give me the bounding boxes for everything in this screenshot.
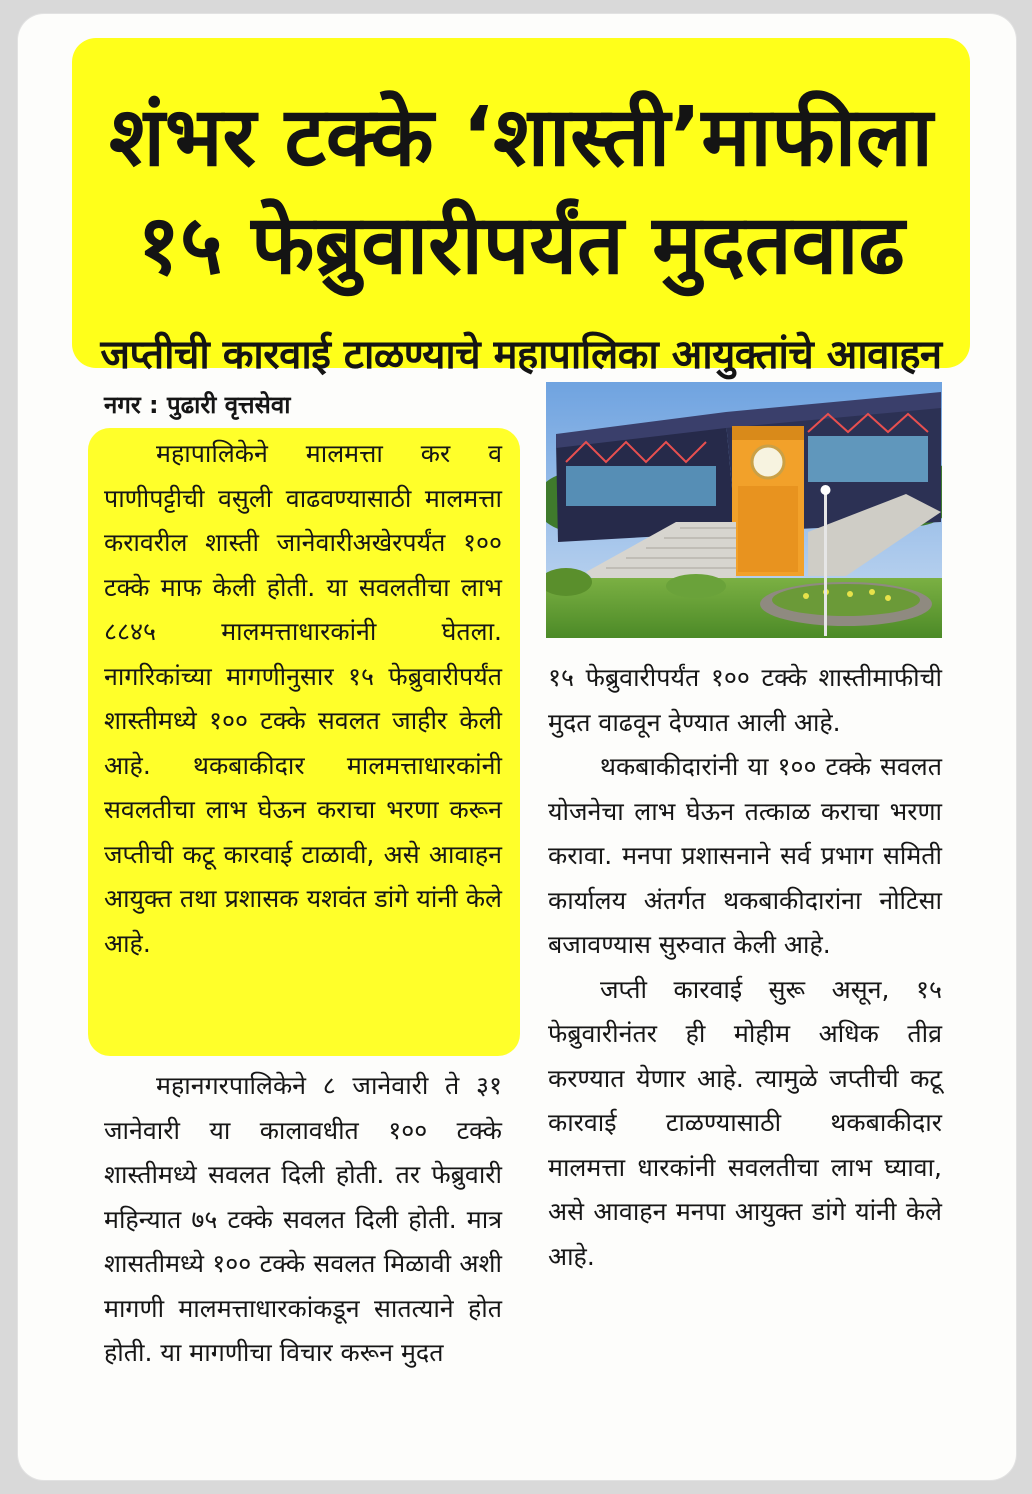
- building-illustration: [546, 382, 942, 638]
- dateline: नगर : पुढारी वृत्तसेवा: [104, 391, 291, 419]
- headline-box: [72, 38, 970, 378]
- headline-line-2: १५ फेब्रुवारीपर्यंत मुदतवाढ: [137, 198, 905, 293]
- article-column-right: [548, 656, 942, 1279]
- article-column-left-highlighted: [104, 432, 502, 966]
- highlighted-paragraph: महापालिकेने मालमत्ता कर व पाणीपट्टीची वसुली वाढवण्यासाठी मालमत्ता करावरील शास्ती जानेवारीअखेरपर्यंत १०० टक्के माफ केली होती. या सवलतीचा लाभ ८८४५ मालमत्ताधारकांनी घेतला. नागरिकांच्या मागणीनुसार १५ फेब्रुवारीपर्यंत शास्तीमध्ये १०० टक्के सवलत जाहीर केली आहे. थकबाकीदार मालमत्ताधारकांनी सवलतीचा लाभ घेऊन कराचा भरणा करून जप्तीची कटू कारवाई टाळावी, असे आवाहन आयुक्त तथा प्रशासक यशवंत डांगे यांनी केले आहे.: [104, 439, 502, 958]
- paragraph-2-right: १५ फेब्रुवारीपर्यंत १०० टक्के शास्तीमाफीची मुदत वाढवून देण्यात आली आहे.: [548, 663, 942, 737]
- paragraph-3: थकबाकीदारांनी या १०० टक्के सवलत योजनेचा लाभ घेऊन तत्काळ कराचा भरणा करावा. मनपा प्रशासनाने सर्व प्रभाग समिती कार्यालय अंतर्गत थकबाकीदारांना नोटिसा बजावण्यास सुरुवात केली आहे.: [548, 752, 942, 959]
- paragraph-2-left: महानगरपालिकेने ८ जानेवारी ते ३१ जानेवारी या कालावधीत १०० टक्के शास्तीमध्ये सवलत दिली होती. तर फेब्रुवारी महिन्यात ७५ टक्के सवलत दिली होती. मात्र शासतीमध्ये १०० टक्के सवलत मिळावी अशी मागणी मालमत्ताधारकांकडून सातत्याने होत होती. या मागणीचा विचार करून मुदत: [104, 1071, 502, 1367]
- headline-subline: जप्तीची कारवाई टाळण्याचे महापालिका आयुक्तांचे आवाहन: [100, 332, 942, 378]
- headline-line-1: शंभर टक्के ‘शास्ती’माफीला: [109, 90, 933, 185]
- municipal-building-photo: [546, 382, 942, 638]
- article-column-left: [104, 1064, 502, 1376]
- paragraph-4: जप्ती कारवाई सुरू असून, १५ फेब्रुवारीनंतर ही मोहीम अधिक तीव्र करण्यात येणार आहे. त्यामुळे जप्तीची कटू कारवाई टाळण्यासाठी थकबाकीदार मालमत्ता धारकांनी सवलतीचा लाभ घ्यावा, असे आवाहन मनपा आयुक्त डांगे यांनी केले आहे.: [548, 974, 942, 1271]
